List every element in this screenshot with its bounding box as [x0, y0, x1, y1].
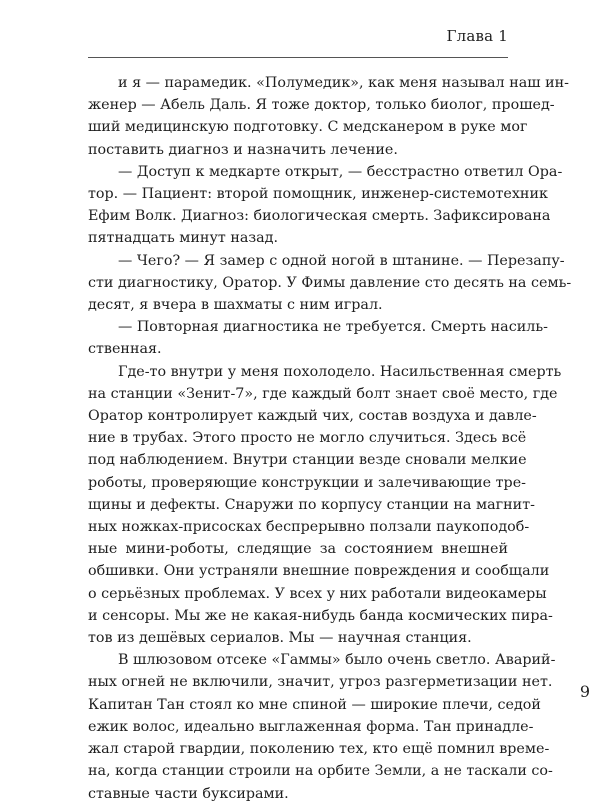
paragraph: [88, 161, 563, 250]
chapter-title: Глава 1: [446, 27, 508, 45]
text-line: пятнадцать минут назад.: [88, 230, 279, 247]
text-line: ные мини-роботы, следящие за состоянием внешней: [88, 541, 508, 558]
text-line: поставить диагноз и назначить лечение.: [88, 141, 398, 158]
text-line: ных огней не включили, значит, угроз разгерметизации нет.: [88, 674, 553, 691]
paragraph: [88, 316, 548, 360]
text-line: женер — Абель Даль. Я тоже доктор, только биолог, прошед-: [88, 97, 555, 114]
text-line: сти диагностику, Оратор. У Фимы давление сто десять на семь-: [88, 274, 572, 291]
text-line: десят, я вчера в шахматы с ним играл.: [88, 297, 383, 314]
text-line: ший медицинскую подготовку. С медсканером в руке мог: [88, 119, 528, 136]
text-line: на станции «Зенит-7», где каждый болт знает своё место, где: [88, 385, 558, 402]
text-line: ных ножках-присосках беспрерывно ползали паукоподоб-: [88, 519, 530, 536]
header-rule: [88, 57, 508, 58]
page-number: 9: [579, 682, 590, 701]
text-line: о серьёзных проблемах. У всех у них работали видеокамеры: [88, 585, 547, 602]
text-line: и я — парамедик. «Полумедик», как меня называл наш ин-: [118, 75, 569, 91]
text-line: обшивки. Они устраняли внешние повреждения и сообщали: [88, 563, 550, 580]
text-line: ежик волос, идеально выглаженная форма. Тан принадле-: [88, 718, 534, 735]
paragraph: [88, 72, 569, 161]
text-line: тов из дешёвых сериалов. Мы — научная станция.: [88, 630, 472, 647]
text-line: щины и дефекты. Снаружи по корпусу станции на магнит-: [88, 496, 535, 513]
text-line: жал старой гвардии, поколению тех, кто ещё помнил време-: [88, 741, 550, 758]
text-line: на, когда станции строили на орбите Земли, а не таскали со-: [88, 763, 553, 780]
text-line: Капитан Тан стоял ко мне спиной — широкие плечи, седой: [88, 696, 541, 713]
paragraph: [88, 649, 556, 804]
text-line: тор. — Пациент: второй помощник, инженер-системотехник: [88, 186, 548, 203]
text-line: — Повторная диагностика не требуется. Смерть насиль-: [118, 319, 548, 336]
running-head: [88, 27, 508, 61]
text-line: Ефим Волк. Диагноз: биологическая смерть. Зафиксирована: [88, 208, 551, 225]
paragraph: [88, 361, 562, 650]
text-line: Где-то внутри у меня похолодело. Насильственная смерть: [118, 363, 562, 380]
text-line: ставные части буксирами.: [88, 785, 289, 802]
text-line: ние в трубах. Этого просто не могло случиться. Здесь всё: [88, 430, 527, 447]
text-line: под наблюдением. Внутри станции везде сновали мелкие: [88, 452, 527, 469]
text-line: и сенсоры. Мы же не какая-нибудь банда космических пира-: [88, 607, 553, 624]
text-line: ственная.: [88, 341, 162, 358]
text-line: В шлюзовом отсеке «Гаммы» было очень светло. Аварий-: [118, 652, 556, 669]
paragraph: [88, 250, 572, 317]
text-line: роботы, проверяющие конструкции и залечивающие тре-: [88, 474, 526, 491]
text-line: — Чего? — Я замер с одной ногой в штанине. — Перезапу-: [118, 252, 565, 269]
text-line: Оратор контролирует каждый чих, состав воздуха и давле-: [88, 408, 537, 425]
text-line: — Доступ к медкарте открыт, — бесстрастно ответил Ора-: [118, 163, 563, 180]
